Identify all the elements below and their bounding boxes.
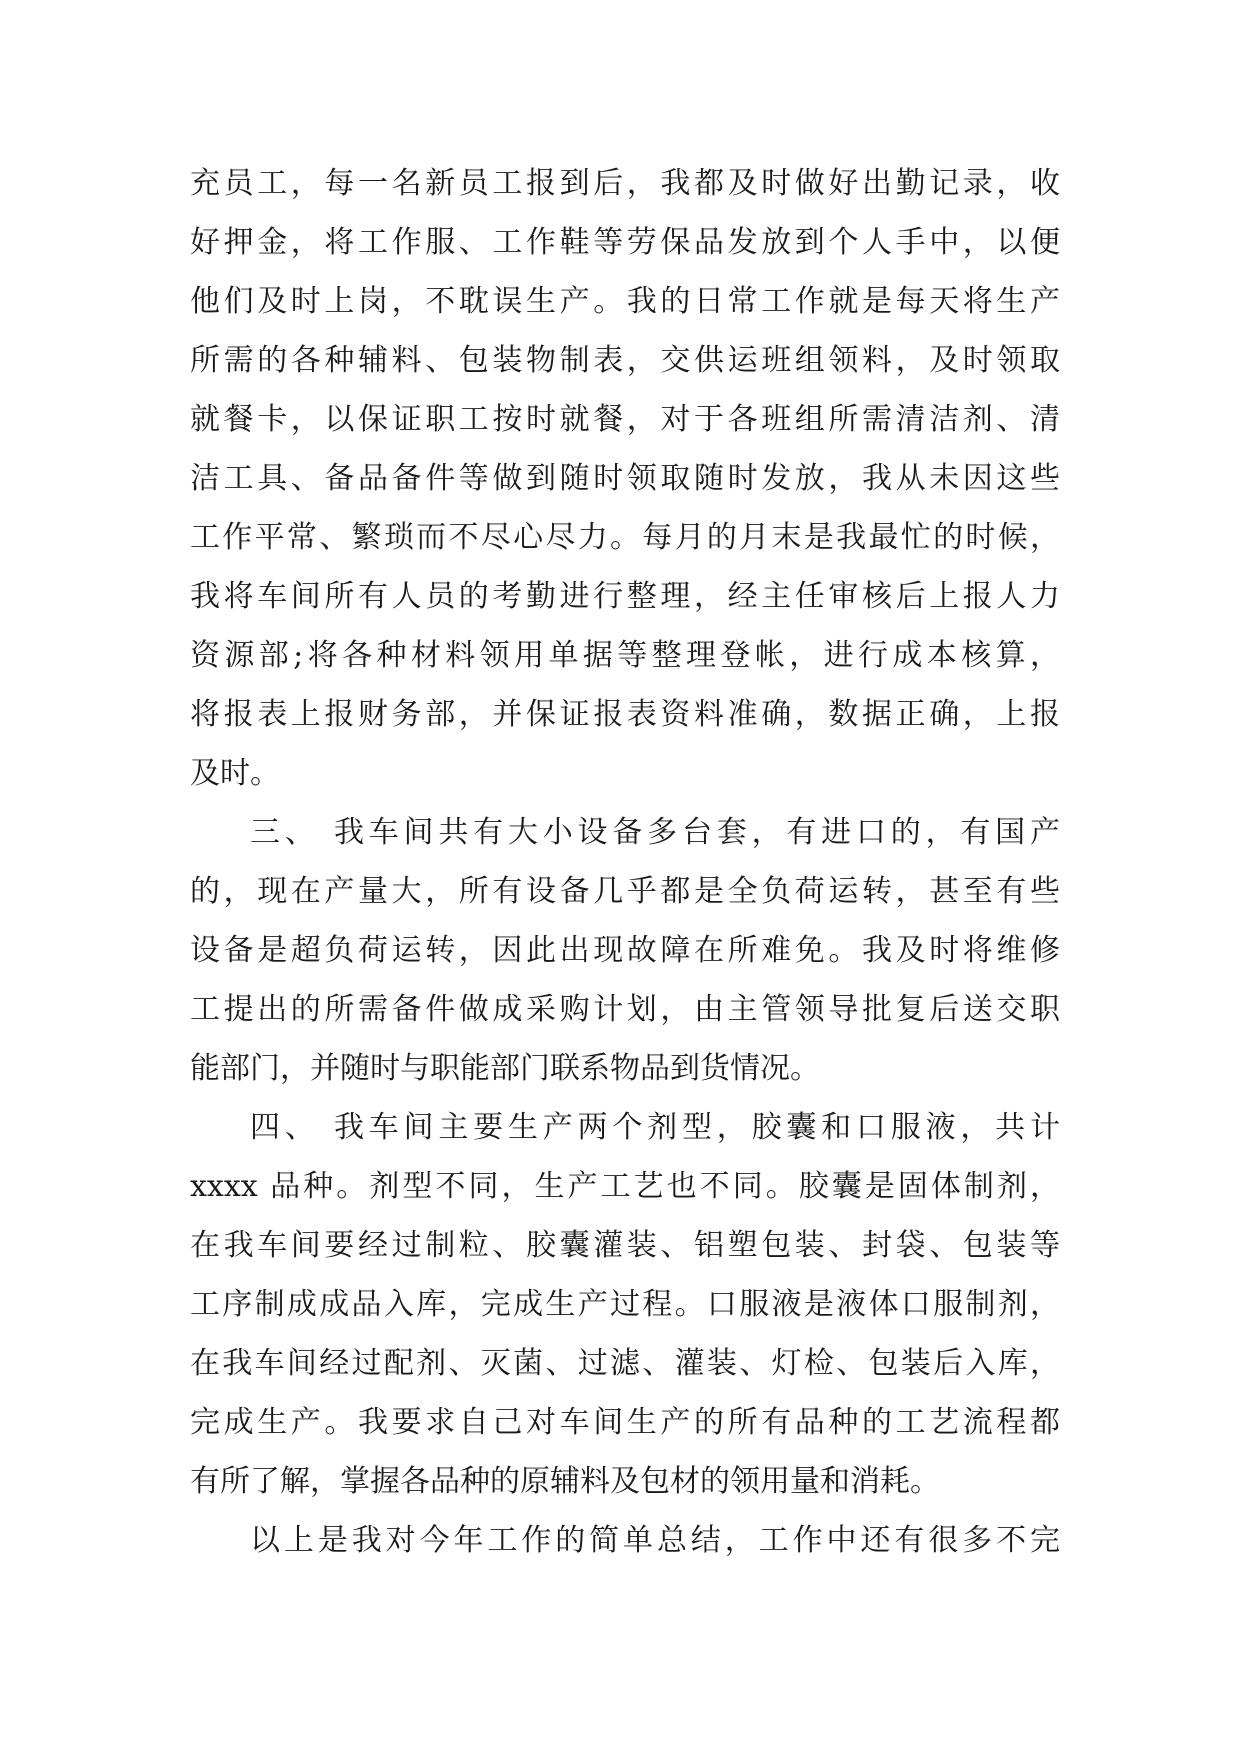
text-line: 工提出的所需备件做成采购计划，由主管领导批复后送交职: [190, 992, 1060, 1027]
text-line: 充员工，每一名新员工报到后，我都及时做好出勤记录，收: [190, 166, 1060, 201]
text-line: xxxx 品种。剂型不同，生产工艺也不同。胶囊是固体制剂，: [190, 1169, 1060, 1204]
text-line: 好押金，将工作服、工作鞋等劳保品发放到个人手中，以便: [190, 225, 1060, 260]
text-line: 的，现在产量大，所有设备几乎都是全负荷运转，甚至有些: [190, 874, 1060, 909]
text-line: 所需的各种辅料、包装物制表，交供运班组领料，及时领取: [190, 343, 1060, 378]
text-line: 完成生产。我要求自己对车间生产的所有品种的工艺流程都: [190, 1405, 1060, 1440]
text-line: 他们及时上岗，不耽误生产。我的日常工作就是每天将生产: [190, 284, 1060, 319]
text-line: 资源部;将各种材料领用单据等整理登帐，进行成本核算，: [190, 638, 1060, 673]
text-line: 我将车间所有人员的考勤进行整理，经主任审核后上报人力: [190, 579, 1060, 614]
text-line: 将报表上报财务部，并保证报表资料准确，数据正确，上报: [190, 697, 1060, 732]
text-line: 及时。: [190, 756, 280, 791]
section-heading-line: 四、 我车间主要生产两个剂型，胶囊和口服液，共计: [250, 1110, 1060, 1145]
text-line: 在我车间经过配剂、灭菌、过滤、灌装、灯检、包装后入库，: [190, 1346, 1060, 1381]
text-line: 能部门，并随时与职能部门联系物品到货情况。: [190, 1051, 820, 1086]
text-line: 洁工具、备品备件等做到随时领取随时发放，我从未因这些: [190, 461, 1060, 496]
text-line: 设备是超负荷运转，因此出现故障在所难免。我及时将维修: [190, 933, 1060, 968]
text-line: 就餐卡，以保证职工按时就餐，对于各班组所需清洁剂、清: [190, 402, 1060, 437]
text-line: 工作平常、繁琐而不尽心尽力。每月的月末是我最忙的时候，: [190, 520, 1060, 555]
body-text: [190, 154, 1060, 1570]
text-line: 在我车间要经过制粒、胶囊灌装、铝塑包装、封袋、包装等: [190, 1228, 1060, 1263]
text-line: 工序制成成品入库，完成生产过程。口服液是液体口服制剂，: [190, 1287, 1060, 1322]
paragraph-start-line: 以上是我对今年工作的简单总结，工作中还有很多不完: [250, 1523, 1060, 1558]
section-heading-line: 三、 我车间共有大小设备多台套，有进口的，有国产: [250, 815, 1060, 850]
text-line: 有所了解，掌握各品种的原辅料及包材的领用量和消耗。: [190, 1464, 940, 1499]
